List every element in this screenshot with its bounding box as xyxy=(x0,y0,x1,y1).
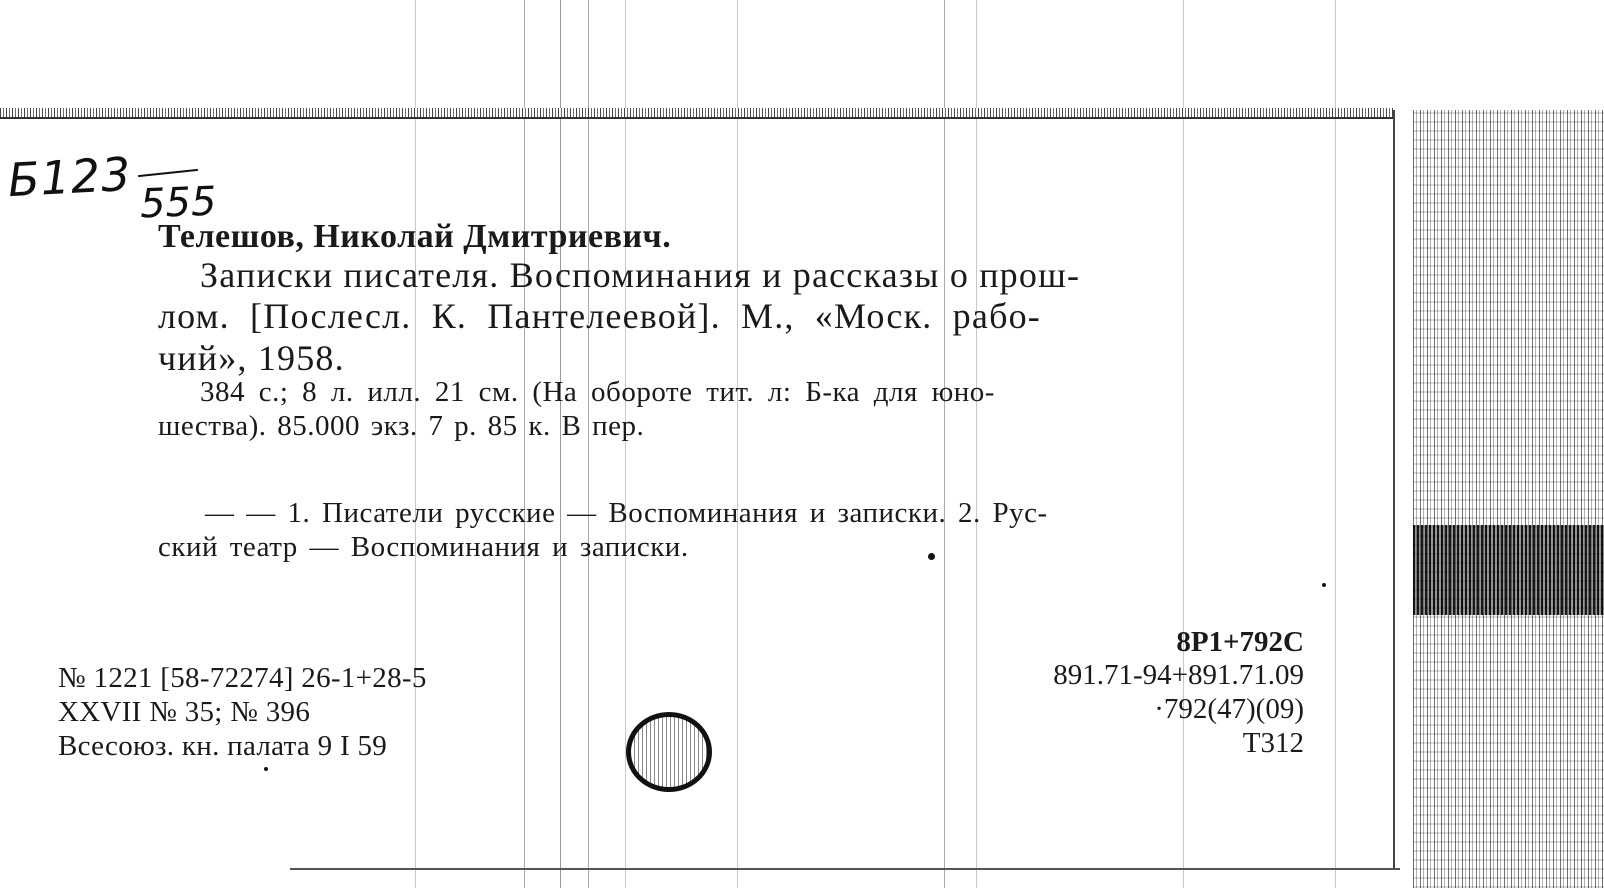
shelf-mark-handwritten: Б123 xyxy=(6,146,133,208)
scan-margin-noise-dark xyxy=(1413,525,1604,615)
classification-index: 891.71-94+891.71.09 xyxy=(1053,659,1304,691)
classification-index: ·792(47)(09) xyxy=(1154,693,1304,725)
scan-line xyxy=(976,0,977,888)
shelf-mark-handwritten-sub: 555 xyxy=(139,178,218,228)
scan-line xyxy=(944,0,945,888)
card-top-border xyxy=(0,117,1395,119)
card-bottom-border xyxy=(290,868,1400,870)
ink-speck xyxy=(928,553,935,560)
scan-line xyxy=(1183,0,1184,888)
scan-margin-noise xyxy=(1413,110,1604,888)
punch-hole xyxy=(626,712,712,792)
scan-line xyxy=(560,0,561,888)
classification-index: Т312 xyxy=(1242,727,1304,759)
scan-line xyxy=(524,0,525,888)
scan-line xyxy=(1335,0,1336,888)
author-heading: Телешов, Николай Дмитриевич. xyxy=(158,218,672,255)
title-line: Записки писателя. Воспоминания и рассказы о прош- xyxy=(200,255,1081,295)
physical-description-line: шества). 85.000 экз. 7 р. 85 к. В пер. xyxy=(158,410,645,442)
title-line: чий», 1958. xyxy=(158,338,345,378)
card-right-border xyxy=(1393,110,1395,870)
scan-line xyxy=(737,0,738,888)
ink-speck xyxy=(1322,583,1326,587)
title-line: лом. [Послесл. К. Пантелеевой]. М., «Моск. рабо- xyxy=(158,296,1041,336)
scan-line xyxy=(415,0,416,888)
classification-index: 8Р1+792С xyxy=(1176,626,1304,658)
registration-line: Всесоюз. кн. палата 9 I 59 xyxy=(58,730,388,762)
ink-speck xyxy=(264,767,268,771)
scan-line xyxy=(588,0,589,888)
registration-line: XXVII № 35; № 396 xyxy=(58,696,311,728)
subject-heading-line: ский театр — Воспоминания и записки. xyxy=(158,531,689,563)
subject-heading-line: — — 1. Писатели русские — Воспоминания и записки. 2. Рус- xyxy=(205,497,1048,529)
registration-line: № 1221 [58-72274] 26-1+28-5 xyxy=(58,662,427,694)
physical-description-line: 384 с.; 8 л. илл. 21 см. (На обороте тит. л: Б-ка для юно- xyxy=(200,376,995,408)
